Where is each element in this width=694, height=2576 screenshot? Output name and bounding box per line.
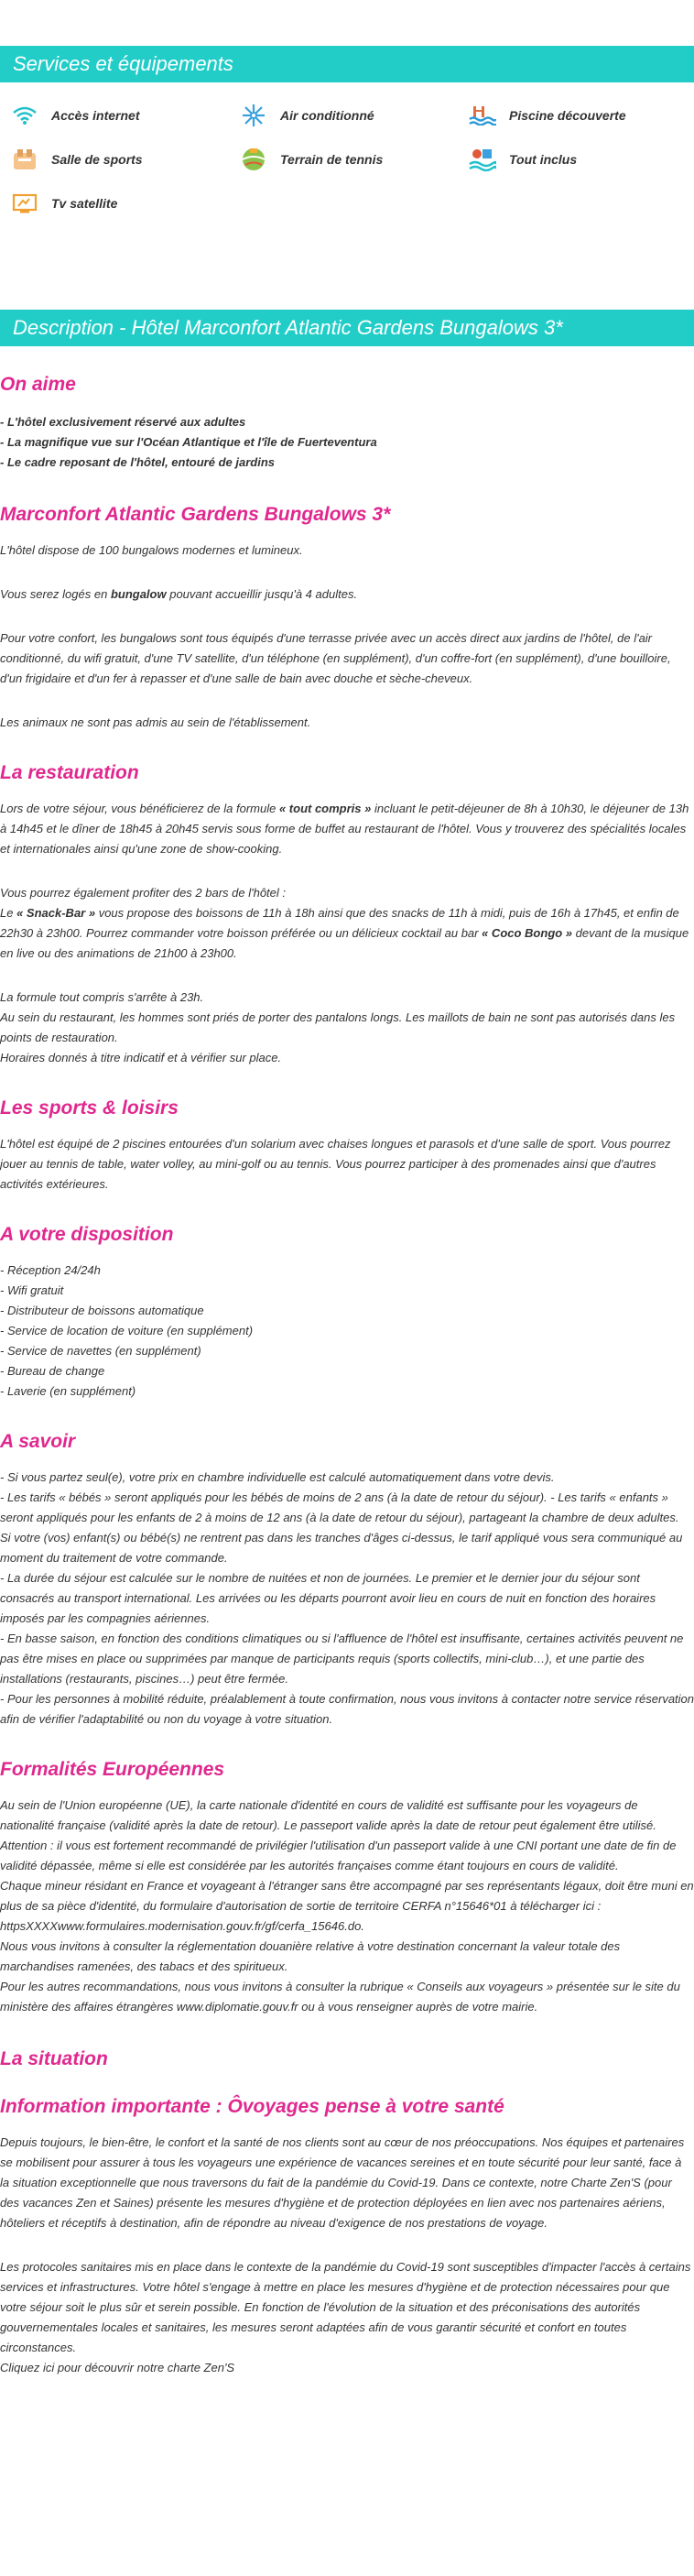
list-item: - La magnifique vue sur l'Océan Atlantique et l'île de Fuerteventura [0, 435, 377, 449]
snowflake-icon [240, 104, 267, 126]
list-disposition [0, 1261, 694, 1402]
service-gym [11, 148, 143, 170]
restauration-paragraph: Au sein du restaurant, les hommes sont priés de porter des pantalons longs. Les maillots de bain ne sont pas autorisés dans les points de restauration. [0, 1010, 676, 1044]
list-item: - Distributeur de boissons automatique [0, 1304, 204, 1317]
heading-situation: La situation [0, 2048, 108, 2069]
hotel-paragraph: Les animaux ne sont pas admis au sein de l'établissement. [0, 715, 311, 729]
service-label: Terrain de tennis [280, 152, 384, 167]
tennis-icon [240, 148, 267, 170]
service-all-inclusive [469, 148, 577, 170]
description-title-banner [0, 310, 694, 346]
formalites-paragraph: Pour les autres recommandations, nous vous invitons à consulter la rubrique « Conseils aux voyageurs » présentée sur le site du ministère des affaires étrangères www.diplomatie.gouv.fr ou à vous renseigner auprès de votre mairie. [0, 1980, 680, 2014]
tv-icon [11, 192, 38, 214]
service-pool [469, 104, 626, 126]
service-label: Piscine découverte [509, 108, 626, 123]
section-savoir [0, 1431, 694, 1730]
services-title: Services et équipements [13, 52, 233, 75]
information-paragraph: Depuis toujours, le bien-être, le confort et la santé de nos clients sont au cœur de nos préoccupations. Nos équipes et partenaires se mobilisent pour assurer à tous les voyageurs une expérience de vacances sereines et en toute sécurité pour leur santé, face à la situation exceptionnelle que nous traversons du fait de la pandémie du Covid-19. Dans ce contexte, notre Charte Zen'S (pour des vacances Zen et Saines) présente les mesures d'hygiène et de protection déployées en lien avec nos partenaires aériens, hôteliers et réceptifs à destination, afin de répondre au niveau d'exigence de nos prestations de voyage. [0, 2135, 685, 2230]
description-content [0, 374, 694, 2378]
service-air-conditioning [240, 104, 374, 126]
section-hotel [0, 504, 694, 733]
gym-icon [11, 148, 38, 170]
heading-on-aime: On aime [0, 374, 76, 395]
service-label: Salle de sports [51, 152, 143, 167]
list-item: - Service de location de voiture (en supplément) [0, 1324, 254, 1337]
description-title: Description - Hôtel Marconfort Atlantic Gardens Bungalows 3* [13, 316, 563, 339]
section-formalites [0, 1759, 694, 2017]
page [0, 46, 694, 2378]
wifi-icon [11, 104, 38, 126]
heading-information: Information importante : Ôvoyages pense à votre santé [0, 2096, 504, 2117]
formalites-paragraph: Nous vous invitons à consulter la réglementation douanière relative à votre destination concernant la valeur totale des marchandises ramenées, des tabacs et des spiritueux. [0, 1939, 621, 1973]
heading-hotel: Marconfort Atlantic Gardens Bungalows 3* [0, 504, 391, 525]
list-item: - Wifi gratuit [0, 1283, 64, 1297]
service-internet [11, 104, 139, 126]
information-paragraph: Les protocoles sanitaires mis en place dans le contexte de la pandémie du Covid-19 sont susceptibles d'impacter l'accès à certains services et infrastructures. Votre hôtel s'engage à mettre en place les mesures d'hygiène et de protection nécessaires pour que votre séjour soit le plus sûr et serein possible. En fonction de l'évolution de la situation et des préconisations des autorités gouvernementales locales et sanitaires, les mesures seront adaptées afin de vous garantir sécurité et confort en toutes circonstances. [0, 2260, 691, 2354]
list-item: - Le cadre reposant de l'hôtel, entouré de jardins [0, 455, 275, 469]
restauration-paragraph: La formule tout compris s'arrête à 23h. [0, 990, 204, 1004]
section-sports [0, 1097, 694, 1195]
hotel-paragraph: L'hôtel dispose de 100 bungalows modernes et lumineux. [0, 543, 303, 557]
list-item: - Réception 24/24h [0, 1263, 101, 1277]
savoir-paragraph: - Si vous partez seul(e), votre prix en chambre individuelle est calculé automatiquement dans votre devis. [0, 1470, 555, 1484]
formalites-paragraph: Au sein de l'Union européenne (UE), la carte nationale d'identité en cours de validité est suffisante pour les voyageurs de nationalité française (validité après la date de retour). Le passeport valide après la date de retour peut également être utilisé. Attention : il vous est fortement recommandé de privilégier l'utilisation d'un passeport valide à une CNI portant une date de fin de validité dépassée, même si elle est considérée par les autorités françaises comme étant toujours en cours de validité. [0, 1798, 677, 1872]
heading-restauration: La restauration [0, 762, 139, 783]
section-information [0, 2096, 694, 2378]
services-title-banner [0, 46, 694, 82]
list-item: - Bureau de change [0, 1364, 105, 1378]
service-label: Tv satellite [51, 196, 118, 211]
sports-paragraph: L'hôtel est équipé de 2 piscines entourées d'un solarium avec chaises longues et parasols et d'une salle de sport. Vous pourrez jouer au tennis de table, water volley, au mini-golf ou au tennis. Vous pourrez participer à des promenades ainsi que d'autres activités extérieures. [0, 1137, 671, 1191]
formalites-paragraph: Chaque mineur résidant en France et voyageant à l'étranger sans être accompagné par ses représentants légaux, doit être muni en plus de sa pièce d'identité, du formulaire d'autorisation de sortie de territoire CERFA n°15646*01 à télécharger ici : [0, 1879, 694, 1913]
list-item: - Service de navettes (en supplément) [0, 1344, 201, 1358]
all-inclusive-icon [469, 148, 496, 170]
restauration-paragraph: Le « Snack-Bar » vous propose des boissons de 11h à 18h ainsi que des snacks de 11h à midi, puis de 16h à 17h45, et enfin de 22h30 à 23h00. Pourrez commander votre boisson préférée ou un délicieux cocktail au bar « Coco Bongo » devant de la musique en live ou des animations de 21h00 à 23h00. [0, 906, 689, 960]
heading-sports: Les sports & loisirs [0, 1097, 179, 1119]
service-label: Air conditionné [280, 108, 374, 123]
service-tennis [240, 148, 383, 170]
restauration-paragraph: Lors de votre séjour, vous bénéficierez de la formule « tout compris » incluant le petit-déjeuner de 8h à 10h30, le déjeuner de 13h à 14h45 et le dîner de 18h45 à 20h45 servis sous forme de buffet au restaurant de l'hôtel. Vous y trouverez des spécialités locales et internationales ainsi qu'une zone de show-cooking. [0, 802, 689, 856]
charte-link[interactable]: Cliquez ici pour découvrir notre charte Zen'S [0, 2361, 235, 2374]
hotel-paragraph: Vous serez logés en bungalow pouvant accueillir jusqu'à 4 adultes. [0, 587, 358, 601]
savoir-paragraph: - Les tarifs « bébés » seront appliqués pour les bébés de moins de 2 ans (à la date de retour du séjour). - Les tarifs « enfants » seront appliqués pour les enfants de 2 à moins de 12 ans (à la date de retour du séjour), partageant la chambre de deux adultes. [0, 1490, 679, 1524]
restauration-paragraph: Horaires donnés à titre indicatif et à vérifier sur place. [0, 1051, 282, 1064]
heading-savoir: A savoir [0, 1431, 76, 1452]
list-item: - L'hôtel exclusivement réservé aux adultes [0, 415, 246, 429]
section-restauration [0, 762, 694, 1068]
service-label: Accès internet [51, 108, 140, 123]
section-situation [0, 2048, 694, 2070]
savoir-paragraph: Si votre (vos) enfant(s) ou bébé(s) ne rentrent pas dans les tranches d'âges ci-dessus, le tarif appliqué vous sera communiqué au moment du traitement de votre commande. [0, 1531, 683, 1565]
savoir-paragraph: - Pour les personnes à mobilité réduite, préalablement à toute confirmation, nous vous invitons à contacter notre service réservation afin de vérifier l'adaptabilité ou non du voyage à votre situation. [0, 1692, 694, 1726]
pool-icon [469, 104, 496, 126]
service-tv [11, 192, 117, 214]
hotel-paragraph: Pour votre confort, les bungalows sont tous équipés d'une terrasse privée avec un accès direct aux jardins de l'hôtel, de l'air conditionné, du wifi gratuit, d'une TV satellite, d'un téléphone (en supplément), d'un coffre-fort (en supplément), d'une bouilloire, d'un frigidaire et d'un fer à repasser et d'une salle de bain avec douche et sèche-cheveux. [0, 631, 671, 685]
section-on-aime [0, 374, 694, 473]
savoir-paragraph: - La durée du séjour est calculée sur le nombre de nuitées et non de journées. Le premier et le dernier jour du séjour sont consacrés au transport international. Les arrivées ou les départs pourront avoir lieu en cours de nuit en fonction des horaires imposés par les compagnies aériennes. [0, 1571, 656, 1625]
services-grid [0, 82, 694, 275]
heading-disposition: A votre disposition [0, 1224, 174, 1245]
list-on-aime [0, 412, 694, 473]
section-disposition [0, 1224, 694, 1402]
heading-formalites: Formalités Européennes [0, 1759, 225, 1780]
list-item: - Laverie (en supplément) [0, 1384, 136, 1398]
restauration-paragraph: Vous pourrez également profiter des 2 bars de l'hôtel : [0, 886, 287, 900]
formalites-link-text: httpsXXXXwww.formulaires.modernisation.gouv.fr/gf/cerfa_15646.do. [0, 1919, 364, 1933]
savoir-paragraph: - En basse saison, en fonction des conditions climatiques ou si l'affluence de l'hôtel est insuffisante, certaines activités peuvent ne pas être mises en place ou supprimées par manque de participants requis (sports collectifs, mini-club…), et une partie des installations (restaurants, piscines…) peut être fermée. [0, 1632, 684, 1686]
service-label: Tout inclus [509, 152, 578, 167]
